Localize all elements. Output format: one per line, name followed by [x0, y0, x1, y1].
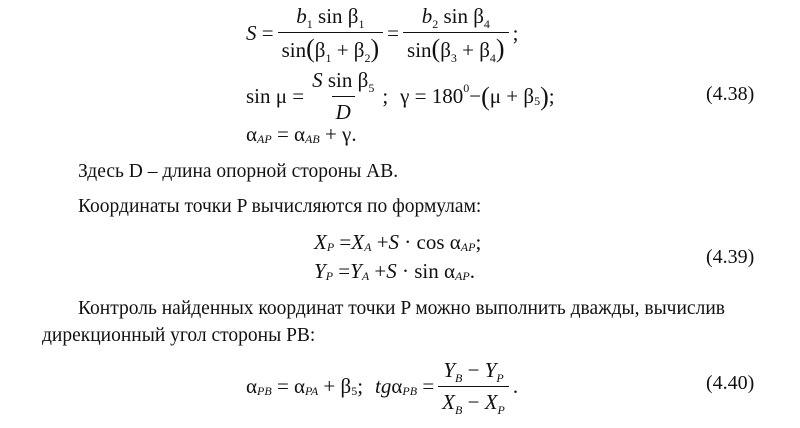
equation-sin-mu: sin μ = $\frac{S \sin \beta_5}{D}$ ; γ = 180 0 − ( μ + β 5 ) ; — [246, 68, 555, 124]
paragraph-control-line1: Контроль найденных координат точки P можно выполнить дважды, вычислив — [78, 298, 725, 319]
equation-alpha-pb: α PB = α PA + β 5 ; tg α PB = $\frac{Y_B - Y_P}{X_B - X_P}$ . — [246, 358, 519, 417]
equation-s: S = $\frac{b_1 \sin \beta_1}{\sin(\beta_1 + \beta_2)}$ = $\frac{b_2 \sin \beta_4}{\sin(\beta_3 + \beta_4)}$ ; — [246, 4, 519, 65]
paragraph-definition-d: Здесь D – длина опорной стороны AB. — [78, 161, 399, 182]
paragraph-coordinates-intro: Координаты точки P вычисляются по формулам: — [78, 196, 482, 217]
equation-alpha-ap: α AP = α AB + γ. — [246, 122, 357, 146]
equation-xp: X P = X A + S · cos α AP ; — [314, 230, 482, 254]
equation-number-4-38: (4.38) — [706, 83, 755, 105]
equation-number-4-39: (4.39) — [706, 246, 755, 268]
equation-yp: Y P = Y A + S · sin α AP . — [314, 259, 475, 283]
paragraph-control-line2: дирекционный угол стороны PB: — [42, 325, 316, 346]
equation-number-4-40: (4.40) — [706, 372, 755, 394]
